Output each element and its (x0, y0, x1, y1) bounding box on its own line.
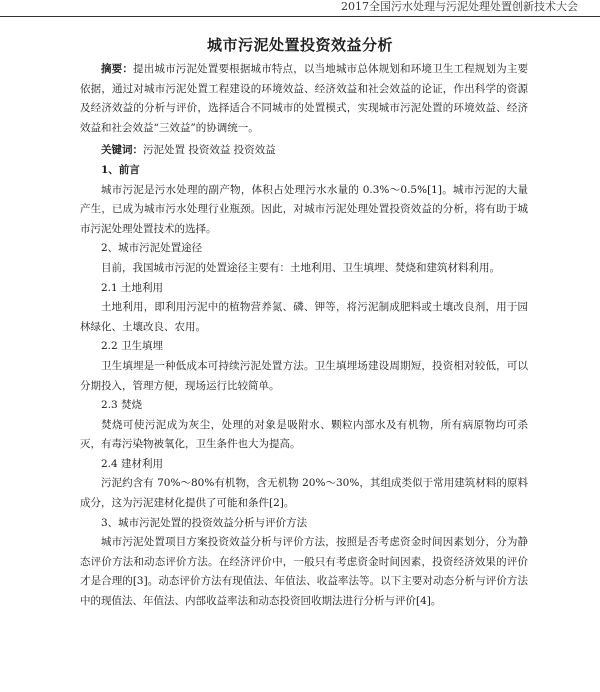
section-heading-2-1: 2.1 土地利用 (101, 281, 164, 294)
section-2-2-paragraph: 卫生填埋是一种低成本可持续污泥处置方法。卫生填埋场建设周期短，投资相对较低，可以分期投入，管理方便，现场运行比较简单。 (80, 359, 528, 392)
keywords-text: 污泥处置 投资效益 投资效益 (143, 144, 276, 157)
section-3-paragraph: 城市污泥处置项目方案投资效益分析与评价方法，按照是否考虑资金时间因素划分，分为静态评价方法和动态评价方法。在经济评价中，一般只有考虑资金时间因素，投资经济效果的评价才是合理的[3]。动态评价方法有现值法、年值法、收益率法等。以下主要对动态分析与评价方法中的现值法、年值法、内部收益率法和动态投资回收期法进行分析与评价[4]。 (80, 536, 528, 608)
keywords-label: 关键词： (101, 144, 143, 157)
paper-title: 城市污泥处置投资效益分析 (206, 36, 393, 54)
section-heading-1: 1、前言 (101, 163, 140, 176)
section-heading-2-4: 2.4 建材利用 (101, 457, 164, 470)
paper-body (80, 60, 528, 612)
abstract-label: 摘要： (101, 63, 134, 75)
section-heading-2: 2、城市污泥处置途径 (101, 242, 203, 255)
section-2-3-paragraph: 焚烧可使污泥成为灰尘，处理的对象是吸附水、颗粒内部水及有机物，所有病原物均可杀灭，有毒污染物被氧化，卫生条件也大为提高。 (80, 418, 528, 451)
section-heading-2-2: 2.2 卫生填埋 (101, 340, 164, 353)
section-2-paragraph: 目前，我国城市污泥的处置途径主要有：土地利用、卫生填埋、焚烧和建筑材料利用。 (101, 261, 500, 274)
running-header: 2017全国污水处理与污泥处理处置创新技术大会 (0, 0, 600, 17)
abstract (80, 60, 528, 138)
abstract-text: 提出城市污泥处置要根据城市特点，以当地城市总体规划和环境卫生工程规划为主要依据，通过对城市污泥处置工程建设的环境效益、经济效益和社会效益的论证，作出科学的资源及经济效益的分析与评价，选择适合不同城市的处置模式，实现城市污泥处置的环境效益、经济效益和社会效益“三效益”的协调统一。 (80, 63, 529, 134)
keywords (80, 141, 528, 161)
section-2-4-paragraph: 污泥约含有 70%～80%有机物，含无机物 20%～30%，其组成类似于常用建筑材料的原料成分，这为污泥建材化提供了可能和条件[2]。 (80, 477, 528, 510)
section-heading-3: 3、城市污泥处置的投资效益分析与评价方法 (101, 516, 308, 529)
section-1-paragraph: 城市污泥是污水处理的副产物，体积占处理污水水量的 0.3%～0.5%[1]。城市污泥的大量产生，已成为城市污水处理行业瓶颈。因此，对城市污泥处理处置投资效益的分析，将有助于城市污泥处理处置技术的选择。 (80, 183, 528, 235)
section-heading-2-3: 2.3 焚烧 (101, 399, 143, 412)
section-2-1-paragraph: 土地利用，即利用污泥中的植物营养氮、磷、钾等，将污泥制成肥料或土壤改良剂，用于园林绿化、土壤改良、农用。 (80, 301, 528, 333)
